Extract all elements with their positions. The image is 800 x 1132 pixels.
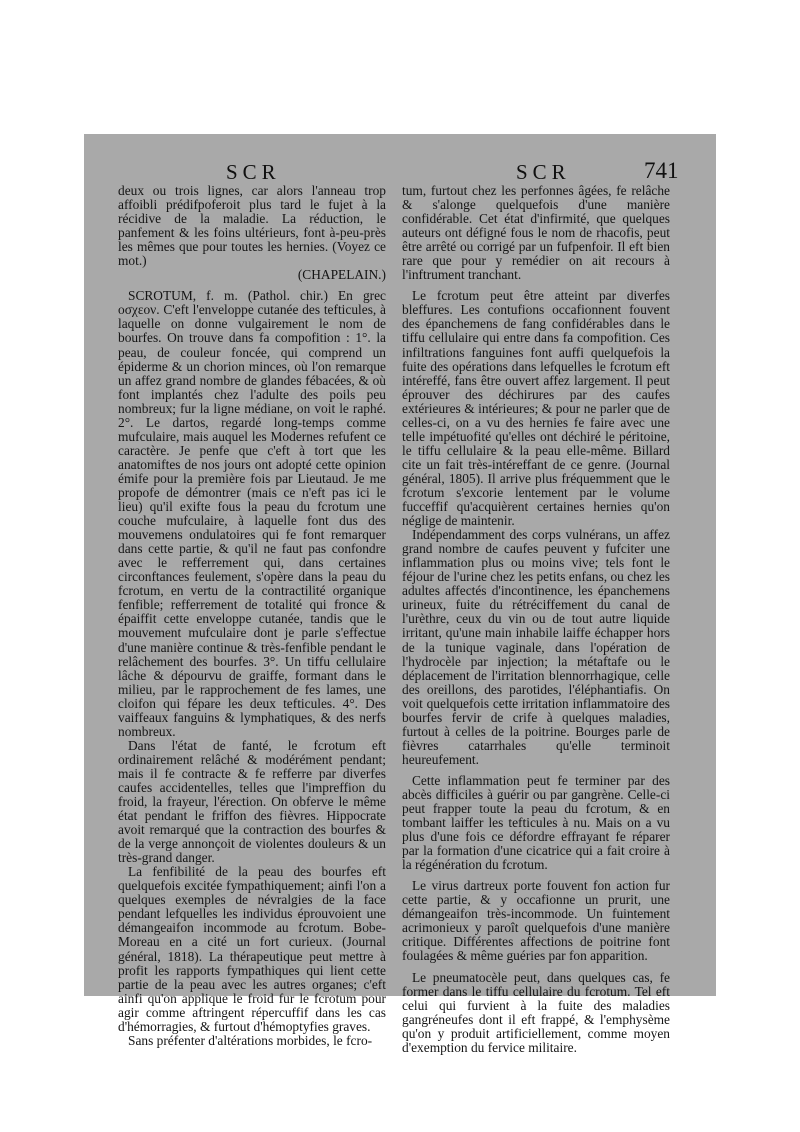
paragraph: Sans préfenter d'altérations morbides, le fcro- [128,1032,373,1048]
paragraph: Dans l'état de fanté, le fcrotum eft ordinairement relâché & modérément pendant; mais il fe contracte & fe refferre par diverfes caufes accidentelles, telles que l'impreffion du froid, la frayeur, l'érection. On obferve le même état pendant le friffon des fièvres. Hippocrate avoit remarqué que la contraction des bourfes & de la verge annonçoit de violentes douleurs & un très-grand danger. [118,737,386,866]
scanned-page [84,134,716,1055]
paragraph: deux ou trois lignes, car alors l'anneau trop affoibli prédifpoferoit plus tard le fujet à la récidive de la maladie. La réduction, le panfement & les foins ultérieurs, font à-peu-près les mêmes que pour toutes les hernies. (Voyez ce mot.) [118,183,386,269]
paragraph: Le fcrotum peut être atteint par diverfes bleffures. Les contufions occafionnent fouvent des épanchemens de fang confidérables dans le tiffu cellulaire qui entre dans fa compofition. Ces infiltrations fanguines font auffi quelquefois la fuite des opérations dans lefquelles le fcrotum eft intéreffé, fans être ouvert affez largement. Il peut éprouver des déchirures par des caufes extérieures & intérieures; & pour ne parler que de celles-ci, on a vu des hernies fe faire avec une telle impétuofité qu'elles ont déchiré le péritoine, le tiffu cellulaire & la peau elle-même. Billard cite un fait très-intéreffant de ce genre. (Journal général, 1805). Il arrive plus fréquemment que le fcrotum s'excorie lentement par le volume fucceffif qu'acquièrent certaines hernies qu'on néglige de maintenir. [402,288,670,529]
paragraph: Indépendamment des corps vulnérans, un affez grand nombre de caufes peuvent y fufciter une inflammation plus ou moins vive; tels font le féjour de l'urine chez les petits enfans, ou chez les adultes affectés d'incontinence, les épanchemens urineux, fuite du rétréciffement du canal de l'urèthre, ceux du vin ou de tout autre liquide irritant, qu'une main inhabile laiffe échapper hors de la tunique vaginale, dans l'opération de l'hydrocèle par injection; la métaftafe ou le déplacement de l'irritation blennorrhagique, celle des oreillons, des parotides, l'éléphantiafis. On voit quelquefois cette irritation inflammatoire des bourfes fervir de crife à quelques maladies, furtout à celles de la poitrine. Bourges parle de fièvres catarrhales qu'elle terminoit heureufement. [402,527,670,767]
running-header-right: SCR [516,160,571,184]
paragraph: Le pneumatocèle peut, dans quelques cas, fe former dans le tiffu cellulaire du fcrotum. Tel eft celui qui furvient à la fuite des maladies gangréneufes dont il eft frappé, & l'emphysème qu'on y produit artificiellement, comme moyen d'exemption du fervice militaire. [402,969,670,1055]
page-number: 741 [644,158,679,183]
paragraph: Le virus dartreux porte fouvent fon action fur cette partie, & y occafionne un prurit, une démangeaifon très-incommode. Un fuintement acrimonieux y paroît quelquefois d'une manière critique. Différentes affections de poitrine font foulagées & même guéries par fon apparition. [402,878,670,964]
right-column [402,183,670,1055]
paragraph: tum, furtout chez les perfonnes âgées, fe relâche & s'alonge quelquefois d'une manière confidérable. Cet état d'infirmité, que quelques auteurs ont défigné fous le nom de rhacofis, peut être arrêté ou corrigé par un fufpenfoir. Il eft bien rare que pour y remédier on ait recours à l'inftrument tranchant. [402,183,670,283]
author-signature: (CHAPELAIN.) [297,267,386,283]
running-header-left: SCR [226,160,281,184]
paragraph-scrotum-entry: SCROTUM, f. m. (Pathol. chir.) En grec οσχεον. C'eft l'enveloppe cutanée des tefticules, à laquelle on donne vulgairement le nom de bourfes. On trouve dans fa compofition : 1°. la peau, de couleur foncée, qui comprend un épiderme & un chorion minces, où l'on remarque un affez grand nombre de glandes fébacées, & où font implantés chez l'adulte des poils peu nombreux; fur la ligne médiane, on voit le raphé. 2°. Le dartos, regardé long-temps comme mufculaire, mais auquel les Modernes refufent ce caractère. Je penfe que c'eft à tort que les anatomiftes de nos jours ont adopté cette opinion émife pour la première fois par Lieutaud. Je me propofe de démontrer (mais ce n'eft pas ici le lieu) qu'il exifte fous la peau du fcrotum une couche mufculaire, à laquelle font dus des mouvemens ondulatoires qui fe font remarquer dans cette partie, & qu'il ne faut pas confondre avec le refferrement qui, dans certaines circonftances feulement, s'opère dans la peau du fcrotum, en vertu de la contractilité organique fenfible; refferrement de totalité qui fronce & épaiffit cette enveloppe cutanée, tandis que le mouvement mufculaire dont je parle s'effectue d'une manière continue & très-fenfible pendant le relâchement des bourfes. 3°. Un tiffu cellulaire lâche & dépourvu de graiffe, formant dans le milieu, par le rapprochement de fes lames, une cloifon qui fépare les deux tefticules. 4°. Des vaiffeaux fanguins & lymphatiques, & des nerfs nombreux. [118,288,386,739]
paragraph: Cette inflammation peut fe terminer par des abcès difficiles à guérir ou par gangrène. Celle-ci peut frapper toute la peau du fcrotum, & en tombant laiffer les tefticules à nu. Mais on a vu plus d'une fois ce défordre effrayant fe réparer par la formation d'une cicatrice qui a fait croire à la régénération du fcrotum. [402,772,670,873]
left-column [118,183,386,1048]
paragraph: La fenfibilité de la peau des bourfes eft quelquefois excitée fympathiquement; ainfi l'on a quelques exemples de névralgies de la face pendant lefquelles les individus éprouvoient une démangeaifon incommode au fcrotum. Bobe-Moreau en a cité un fort curieux. (Journal général, 1818). La thérapeutique peut mettre à profit les rapports fympathiques qui lient cette partie de la peau avec les autres organes; c'eft ainfi qu'on applique le froid fur le fcrotum pour agir comme aftringent répercuffif dans les cas d'hémorragies, & furtout d'hémoptyfies graves. [118,864,386,1034]
